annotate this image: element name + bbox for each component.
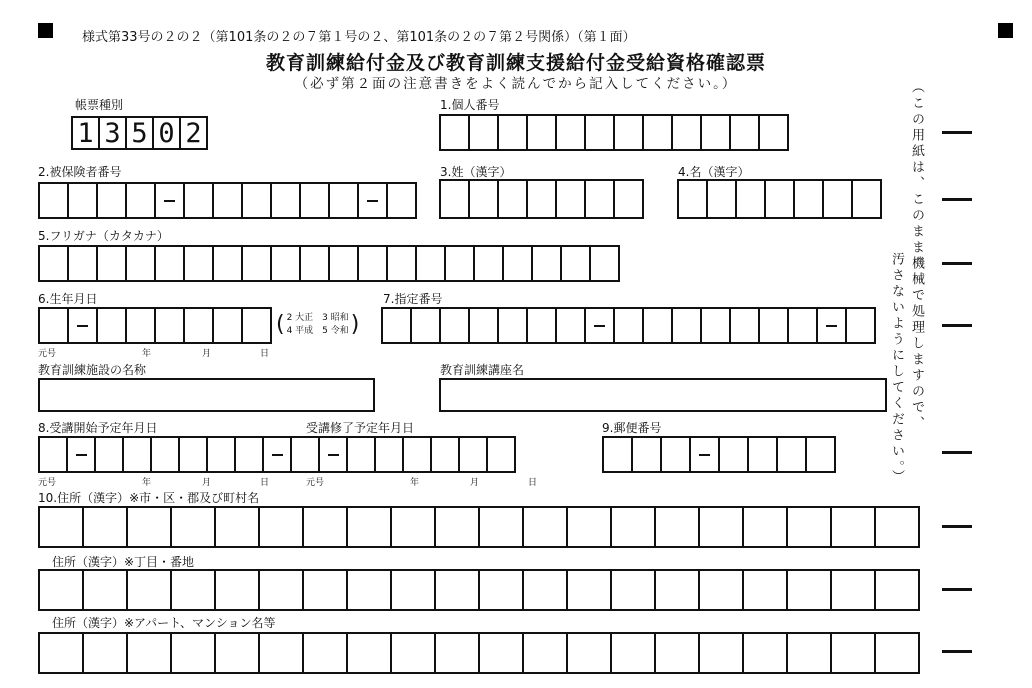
given-name-boxes	[677, 179, 880, 219]
insured-number-digit-box[interactable]	[241, 182, 272, 219]
individual-number-digit-box[interactable]	[758, 114, 789, 151]
address-block-digit-box[interactable]	[434, 569, 480, 611]
address-building-digit-box[interactable]	[522, 632, 568, 674]
designation-number-digit-box[interactable]	[526, 307, 557, 344]
designation-number-digit-box[interactable]	[555, 307, 586, 344]
course-date-digit-box[interactable]	[430, 436, 460, 473]
course-date-digit-box[interactable]	[234, 436, 264, 473]
furigana-digit-box[interactable]	[38, 245, 69, 282]
furigana-digit-box[interactable]	[270, 245, 301, 282]
postal-code-boxes	[602, 436, 834, 473]
address-city-digit-box[interactable]	[786, 506, 832, 548]
birth-date-digit-box[interactable]	[125, 307, 156, 344]
individual-number-digit-box[interactable]	[526, 114, 557, 151]
course-date-separator-box	[262, 436, 292, 473]
individual-number-label: 1.個人番号	[440, 98, 500, 112]
course-date-separator-box	[318, 436, 348, 473]
address-block-boxes	[38, 569, 918, 611]
furigana-digit-box[interactable]	[502, 245, 533, 282]
address-building-digit-box[interactable]	[742, 632, 788, 674]
dash-icon	[367, 200, 378, 202]
designation-number-label: 7.指定番号	[383, 292, 443, 306]
address-city-digit-box[interactable]	[126, 506, 172, 548]
designation-number-digit-box[interactable]	[613, 307, 644, 344]
address-building-digit-box[interactable]	[566, 632, 612, 674]
address-block-digit-box[interactable]	[874, 569, 920, 611]
furigana-digit-box[interactable]	[212, 245, 243, 282]
furigana-digit-box[interactable]	[183, 245, 214, 282]
form-type-digit: 0	[152, 116, 181, 150]
address-city-digit-box[interactable]	[742, 506, 788, 548]
address-block-label: 住所（漢字）※丁目・番地	[52, 555, 195, 569]
furigana-boxes	[38, 245, 618, 282]
course-date-separator-box	[66, 436, 96, 473]
postal-code-separator-box	[689, 436, 720, 473]
address-building-label: 住所（漢字）※アパート、マンション名等	[52, 616, 276, 630]
postal-code-label: 9.郵便番号	[602, 421, 662, 435]
address-building-digit-box[interactable]	[434, 632, 480, 674]
address-building-digit-box[interactable]	[126, 632, 172, 674]
birth-date-boxes	[38, 307, 270, 344]
furigana-digit-box[interactable]	[125, 245, 156, 282]
form-type-label: 帳票種別	[75, 98, 124, 112]
dash-icon	[77, 325, 88, 327]
birth-date-separator-box	[67, 307, 98, 344]
course-date-digit-box[interactable]	[346, 436, 376, 473]
dash-icon	[594, 325, 605, 327]
birth-date-digit-box[interactable]	[96, 307, 127, 344]
address-block-digit-box[interactable]	[742, 569, 788, 611]
address-block-digit-box[interactable]	[698, 569, 744, 611]
designation-number-digit-box[interactable]	[642, 307, 673, 344]
end-day-sublabel: 日	[528, 478, 538, 488]
surname-digit-box[interactable]	[497, 179, 528, 219]
furigana-digit-box[interactable]	[531, 245, 562, 282]
start-year-sublabel: 年	[142, 478, 152, 488]
address-city-digit-box[interactable]	[82, 506, 128, 548]
address-building-digit-box[interactable]	[830, 632, 876, 674]
insured-number-separator-box	[154, 182, 185, 219]
birth-date-digit-box[interactable]	[38, 307, 69, 344]
address-block-digit-box[interactable]	[830, 569, 876, 611]
address-city-digit-box[interactable]	[698, 506, 744, 548]
course-date-digit-box[interactable]	[486, 436, 516, 473]
address-building-digit-box[interactable]	[654, 632, 700, 674]
designation-number-digit-box[interactable]	[468, 307, 499, 344]
address-building-digit-box[interactable]	[610, 632, 656, 674]
birth-date-digit-box[interactable]	[154, 307, 185, 344]
address-building-digit-box[interactable]	[874, 632, 920, 674]
individual-number-digit-box[interactable]	[439, 114, 470, 151]
address-city-digit-box[interactable]	[170, 506, 216, 548]
dash-icon	[328, 454, 339, 456]
individual-number-digit-box[interactable]	[555, 114, 586, 151]
course-date-digit-box[interactable]	[178, 436, 208, 473]
address-building-digit-box[interactable]	[346, 632, 392, 674]
designation-number-digit-box[interactable]	[700, 307, 731, 344]
form-type-digit: 2	[179, 116, 208, 150]
form-type-digit: 1	[71, 116, 100, 150]
course-date-digit-box[interactable]	[38, 436, 68, 473]
designation-number-digit-box[interactable]	[787, 307, 818, 344]
form-type-digit: 3	[98, 116, 127, 150]
postal-code-digit-box[interactable]	[747, 436, 778, 473]
timing-mark	[942, 262, 972, 265]
dash-icon	[76, 454, 87, 456]
start-era-sublabel: 元号	[38, 478, 57, 488]
furigana-digit-box[interactable]	[96, 245, 127, 282]
furigana-digit-box[interactable]	[589, 245, 620, 282]
designation-number-digit-box[interactable]	[497, 307, 528, 344]
address-city-digit-box[interactable]	[258, 506, 304, 548]
facility-name-label: 教育訓練施設の名称	[38, 363, 147, 377]
insured-number-label: 2.被保険者番号	[38, 165, 122, 179]
insured-number-boxes	[38, 182, 415, 219]
address-city-digit-box[interactable]	[346, 506, 392, 548]
address-city-digit-box[interactable]	[610, 506, 656, 548]
form-number: 様式第33号の２の２（第101条の２の７第１号の２、第101条の２の７第２号関係）（第１面）	[82, 30, 636, 45]
furigana-digit-box[interactable]	[154, 245, 185, 282]
address-block-digit-box[interactable]	[390, 569, 436, 611]
timing-mark	[942, 650, 972, 653]
address-city-digit-box[interactable]	[566, 506, 612, 548]
insured-number-digit-box[interactable]	[328, 182, 359, 219]
postal-code-digit-box[interactable]	[631, 436, 662, 473]
given-name-digit-box[interactable]	[706, 179, 737, 219]
course-date-digit-box[interactable]	[150, 436, 180, 473]
address-block-digit-box[interactable]	[214, 569, 260, 611]
course-date-digit-box[interactable]	[402, 436, 432, 473]
course-date-digit-box[interactable]	[122, 436, 152, 473]
address-block-digit-box[interactable]	[346, 569, 392, 611]
furigana-digit-box[interactable]	[357, 245, 388, 282]
course-date-digit-box[interactable]	[374, 436, 404, 473]
end-month-sublabel: 月	[470, 478, 480, 488]
open-paren-icon: (	[276, 312, 285, 337]
insured-number-separator-box	[357, 182, 388, 219]
address-city-digit-box[interactable]	[830, 506, 876, 548]
individual-number-digit-box[interactable]	[468, 114, 499, 151]
end-year-sublabel: 年	[410, 478, 420, 488]
timing-mark	[942, 198, 972, 201]
furigana-digit-box[interactable]	[386, 245, 417, 282]
individual-number-digit-box[interactable]	[729, 114, 760, 151]
designation-number-digit-box[interactable]	[410, 307, 441, 344]
birth-year-sublabel: 年	[142, 349, 152, 359]
address-block-digit-box[interactable]	[478, 569, 524, 611]
address-block-digit-box[interactable]	[258, 569, 304, 611]
course-date-digit-box[interactable]	[206, 436, 236, 473]
surname-boxes	[439, 179, 642, 219]
address-city-digit-box[interactable]	[302, 506, 348, 548]
designation-number-digit-box[interactable]	[439, 307, 470, 344]
surname-digit-box[interactable]	[555, 179, 586, 219]
address-block-digit-box[interactable]	[126, 569, 172, 611]
address-block-digit-box[interactable]	[610, 569, 656, 611]
insured-number-digit-box[interactable]	[67, 182, 98, 219]
designation-number-digit-box[interactable]	[381, 307, 412, 344]
address-building-digit-box[interactable]	[82, 632, 128, 674]
address-building-digit-box[interactable]	[170, 632, 216, 674]
form-type-boxes	[71, 116, 206, 150]
insured-number-digit-box[interactable]	[183, 182, 214, 219]
form-title: 教育訓練給付金及び教育訓練支援給付金受給資格確認票	[265, 52, 766, 74]
postal-code-digit-box[interactable]	[776, 436, 807, 473]
insured-number-digit-box[interactable]	[212, 182, 243, 219]
address-city-boxes	[38, 506, 918, 548]
address-building-digit-box[interactable]	[786, 632, 832, 674]
address-building-digit-box[interactable]	[478, 632, 524, 674]
dash-icon	[272, 454, 283, 456]
individual-number-digit-box[interactable]	[700, 114, 731, 151]
designation-number-boxes	[381, 307, 874, 344]
form-subtitle: （必ず第２面の注意書きをよく読んでから記入してください。）	[294, 76, 738, 92]
individual-number-digit-box[interactable]	[613, 114, 644, 151]
individual-number-digit-box[interactable]	[584, 114, 615, 151]
designation-number-separator-box	[584, 307, 615, 344]
timing-mark	[942, 451, 972, 454]
birth-era-sublabel: 元号	[38, 349, 57, 359]
insured-number-digit-box[interactable]	[38, 182, 69, 219]
address-city-digit-box[interactable]	[434, 506, 480, 548]
given-name-label: 4.名（漢字）	[678, 165, 750, 179]
surname-digit-box[interactable]	[613, 179, 644, 219]
start-date-label: 8.受講開始予定年月日	[38, 421, 158, 435]
insured-number-digit-box[interactable]	[96, 182, 127, 219]
given-name-digit-box[interactable]	[764, 179, 795, 219]
surname-digit-box[interactable]	[439, 179, 470, 219]
course-name-label: 教育訓練講座名	[440, 363, 525, 377]
designation-number-separator-box	[816, 307, 847, 344]
designation-number-digit-box[interactable]	[729, 307, 760, 344]
address-building-digit-box[interactable]	[302, 632, 348, 674]
given-name-digit-box[interactable]	[677, 179, 708, 219]
designation-number-digit-box[interactable]	[671, 307, 702, 344]
individual-number-digit-box[interactable]	[642, 114, 673, 151]
furigana-digit-box[interactable]	[444, 245, 475, 282]
side-note-line2: 汚さないようにしてください。）	[889, 252, 904, 486]
surname-digit-box[interactable]	[526, 179, 557, 219]
address-block-digit-box[interactable]	[170, 569, 216, 611]
address-city-digit-box[interactable]	[654, 506, 700, 548]
postal-code-digit-box[interactable]	[718, 436, 749, 473]
end-date-label: 受講修了予定年月日	[306, 421, 415, 435]
insured-number-digit-box[interactable]	[125, 182, 156, 219]
insured-number-digit-box[interactable]	[386, 182, 417, 219]
birth-day-sublabel: 日	[260, 349, 270, 359]
address-building-digit-box[interactable]	[390, 632, 436, 674]
address-city-digit-box[interactable]	[478, 506, 524, 548]
course-date-digit-box[interactable]	[290, 436, 320, 473]
end-era-sublabel: 元号	[306, 478, 325, 488]
given-name-digit-box[interactable]	[793, 179, 824, 219]
form-type-digit: 5	[125, 116, 154, 150]
furigana-digit-box[interactable]	[328, 245, 359, 282]
surname-digit-box[interactable]	[584, 179, 615, 219]
postal-code-digit-box[interactable]	[805, 436, 836, 473]
course-dates-boxes	[38, 436, 514, 473]
address-block-digit-box[interactable]	[566, 569, 612, 611]
birth-month-sublabel: 月	[202, 349, 212, 359]
postal-code-digit-box[interactable]	[660, 436, 691, 473]
surname-label: 3.姓（漢字）	[440, 165, 512, 179]
side-note-line1: （この用紙は、このまま機械で処理しますので、	[909, 80, 924, 432]
given-name-digit-box[interactable]	[735, 179, 766, 219]
dash-icon	[699, 454, 710, 456]
individual-number-boxes	[439, 114, 787, 151]
address-city-digit-box[interactable]	[214, 506, 260, 548]
address-building-digit-box[interactable]	[214, 632, 260, 674]
individual-number-digit-box[interactable]	[671, 114, 702, 151]
address-building-boxes	[38, 632, 918, 674]
furigana-digit-box[interactable]	[415, 245, 446, 282]
birth-date-digit-box[interactable]	[241, 307, 272, 344]
era-code-line2: 4 平成 5 令和	[286, 326, 349, 336]
given-name-digit-box[interactable]	[822, 179, 853, 219]
address-city-label: 10.住所（漢字）※市・区・郡及び町村名	[38, 491, 260, 505]
course-date-digit-box[interactable]	[94, 436, 124, 473]
timing-mark	[942, 324, 972, 327]
address-block-digit-box[interactable]	[302, 569, 348, 611]
address-city-digit-box[interactable]	[390, 506, 436, 548]
address-building-digit-box[interactable]	[698, 632, 744, 674]
close-paren-icon: )	[350, 312, 360, 337]
start-day-sublabel: 日	[260, 478, 270, 488]
address-city-digit-box[interactable]	[38, 506, 84, 548]
given-name-digit-box[interactable]	[851, 179, 882, 219]
dash-icon	[164, 200, 175, 202]
insured-number-digit-box[interactable]	[270, 182, 301, 219]
designation-number-digit-box[interactable]	[758, 307, 789, 344]
surname-digit-box[interactable]	[468, 179, 499, 219]
furigana-digit-box[interactable]	[241, 245, 272, 282]
timing-mark	[942, 588, 972, 591]
designation-number-digit-box[interactable]	[845, 307, 876, 344]
registration-mark-right	[998, 23, 1013, 38]
furigana-digit-box[interactable]	[473, 245, 504, 282]
start-month-sublabel: 月	[202, 478, 212, 488]
address-building-digit-box[interactable]	[258, 632, 304, 674]
address-city-digit-box[interactable]	[522, 506, 568, 548]
address-block-digit-box[interactable]	[786, 569, 832, 611]
furigana-label: 5.フリガナ（カタカナ）	[38, 229, 169, 243]
dash-icon	[826, 325, 837, 327]
address-block-digit-box[interactable]	[82, 569, 128, 611]
era-code-line1: 2 大正 3 昭和	[286, 313, 349, 323]
address-block-digit-box[interactable]	[654, 569, 700, 611]
birth-date-label: 6.生年月日	[38, 292, 98, 306]
furigana-digit-box[interactable]	[299, 245, 330, 282]
address-block-digit-box[interactable]	[38, 569, 84, 611]
insured-number-digit-box[interactable]	[299, 182, 330, 219]
timing-mark	[942, 131, 972, 134]
address-block-digit-box[interactable]	[522, 569, 568, 611]
timing-mark	[942, 525, 972, 528]
era-code-legend	[276, 309, 368, 341]
postal-code-digit-box[interactable]	[602, 436, 633, 473]
registration-mark-left	[38, 23, 53, 38]
birth-date-digit-box[interactable]	[212, 307, 243, 344]
individual-number-digit-box[interactable]	[497, 114, 528, 151]
address-building-digit-box[interactable]	[38, 632, 84, 674]
address-city-digit-box[interactable]	[874, 506, 920, 548]
course-date-digit-box[interactable]	[458, 436, 488, 473]
furigana-digit-box[interactable]	[560, 245, 591, 282]
birth-date-digit-box[interactable]	[183, 307, 214, 344]
course-name-field[interactable]	[439, 378, 887, 412]
furigana-digit-box[interactable]	[67, 245, 98, 282]
facility-name-field[interactable]	[38, 378, 375, 412]
